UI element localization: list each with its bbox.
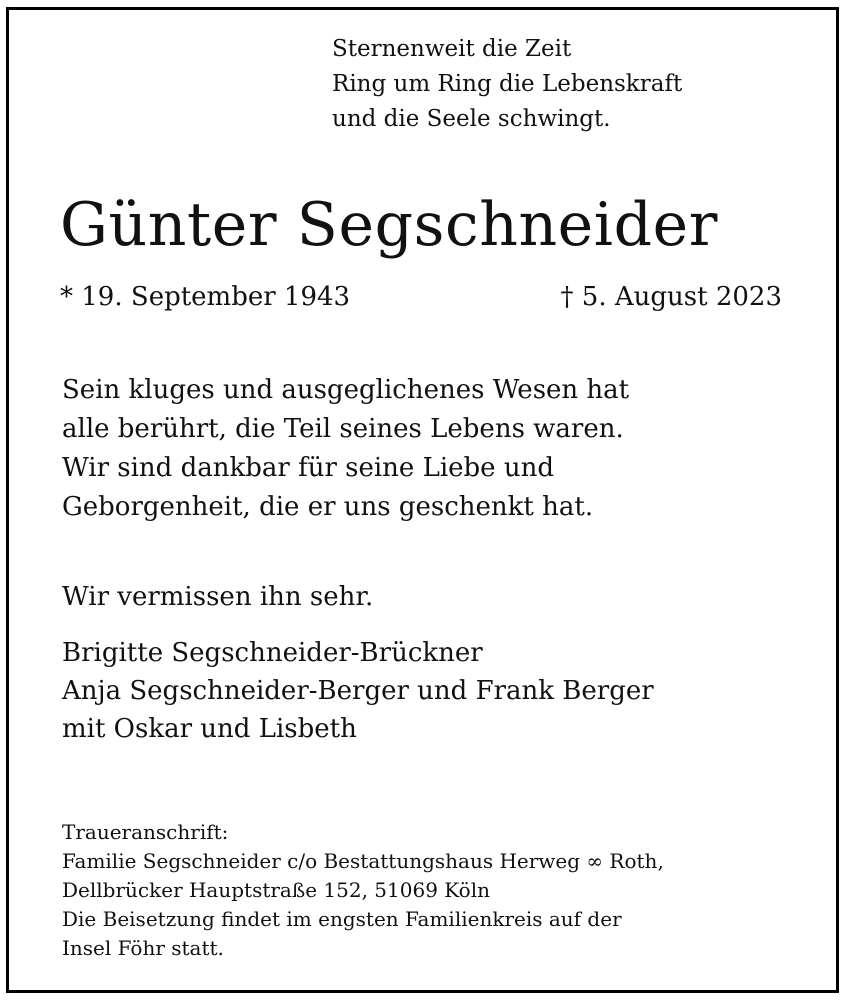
- tribute-line: Geborgenheit, die er uns geschenkt hat.: [62, 492, 594, 522]
- death-date: † 5. August 2023: [560, 282, 782, 312]
- motto-line: und die Seele schwingt.: [332, 106, 611, 132]
- mourner-line: Brigitte Segschneider-Brückner: [62, 638, 483, 668]
- motto-line: Ring um Ring die Lebenskraft: [332, 71, 683, 97]
- footer-line: Insel Föhr statt.: [62, 936, 224, 960]
- condolence-address: [62, 818, 664, 963]
- birth-date: * 19. September 1943: [60, 282, 351, 312]
- mourner-line: Anja Segschneider-Berger und Frank Berger: [62, 676, 654, 706]
- footer-line: Familie Segschneider c/o Bestattungshaus Herweg ∞ Roth,: [62, 849, 664, 873]
- miss-statement: Wir vermissen ihn sehr.: [62, 582, 374, 612]
- footer-line: Traueranschrift:: [62, 820, 229, 844]
- mourner-line: mit Oskar und Lisbeth: [62, 714, 357, 744]
- motto-line: Sternenweit die Zeit: [332, 36, 572, 62]
- deceased-name: Günter Segschneider: [60, 190, 718, 260]
- mourners-list: [62, 634, 654, 748]
- tribute-line: alle berührt, die Teil seines Lebens waren.: [62, 414, 624, 444]
- tribute-line: Sein kluges und ausgeglichenes Wesen hat: [62, 375, 630, 405]
- motto-verse: [332, 32, 682, 137]
- tribute-text: [62, 371, 629, 527]
- tribute-line: Wir sind dankbar für seine Liebe und: [62, 453, 554, 483]
- footer-line: Dellbrücker Hauptstraße 152, 51069 Köln: [62, 878, 490, 902]
- footer-line: Die Beisetzung findet im engsten Familienkreis auf der: [62, 907, 622, 931]
